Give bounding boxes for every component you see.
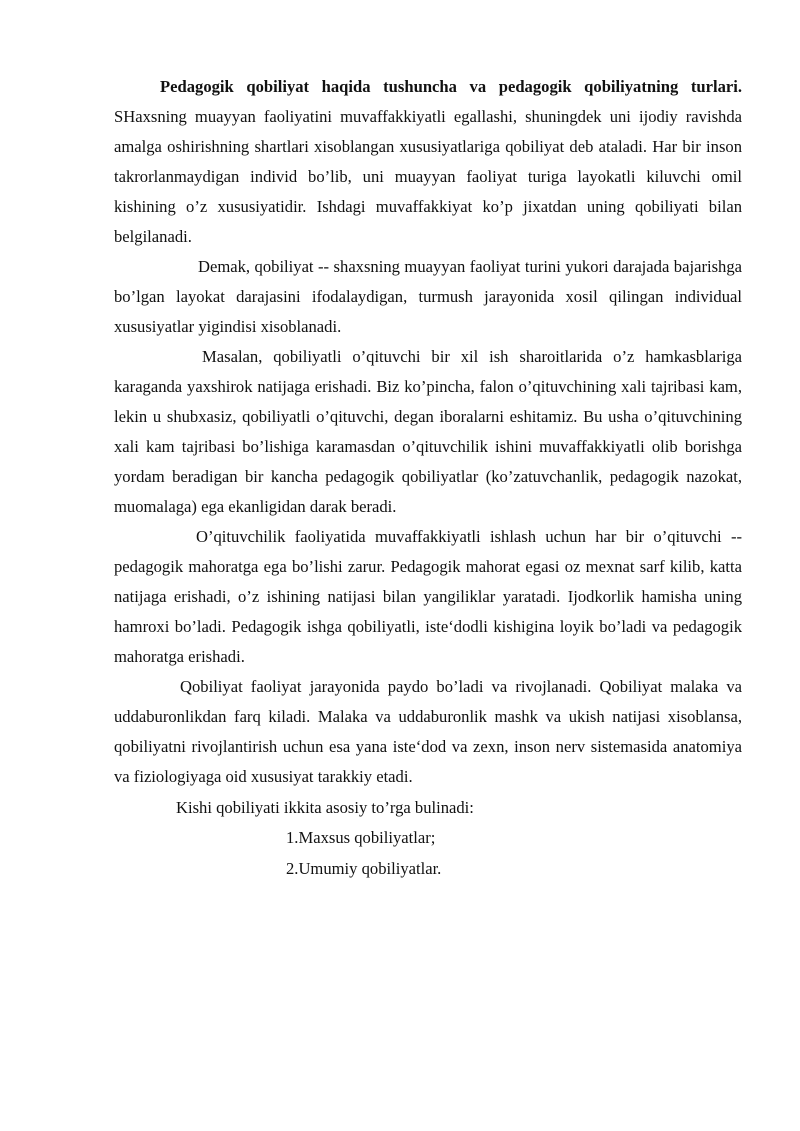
list-number: 2. [286, 859, 299, 878]
paragraph-mastery: O’qituvchilik faoliyatida muvaffakkiyatli ishlash uchun har bir o’qituvchi -- pedagogik mahoratga ega bo’lishi zarur. Pedagogik mahorat egasi oz mexnat sarf kilib, katta natijaga erishadi, o’z ishining natijasi bilan yangiliklar yaratadi. Ijodkorlik hamisha uning hamroxi bo’ladi. Pedagogik ishga qobiliyatli, iste‘dodli kishigina loyik bo’ladi va pedagogik mahoratga erishadi. [114, 527, 742, 666]
paragraph-example: Masalan, qobiliyatli o’qituvchi bir xil ish sharoitlarida o’z hamkasblariga karaganda yaxshirok natijaga erishadi. Biz ko’pincha, falon o’qituvchining xali tajribasi kam, lekin u shubxasiz, qobiliyatli o’qituvchi, degan iboralarni eshitamiz. Bu usha o’qituvchining xali kam tajribasi bo’lishiga karamasdan o’qituvchilik ishini muvaffakkiyatli olib borishga yordam beradigan bir kancha pedagogik qobiliyatlar (ko’zatuvchanlik, pedagogik nazokat, muomalaga) ega ekanligidan darak beradi. [114, 347, 742, 516]
intro-text: SHaxsning muayyan faoliyatini muvaffakkiyatli egallashi, shuningdek uni ijodiy ravishda amalga oshirishning shartlari xisoblangan xususiyatlariga qobiliyat deb ataladi. Har bir inson takrorlanmaydigan individ bo’lib, uni muayyan faoliyat turiga layokatli kiluvchi omil kishining o’z xususiyatidir. Ishdagi muvaffakkiyat ko’p jixatdan uning qobiliyati bilan belgilanadi. [114, 107, 742, 246]
list-number: 1. [286, 828, 299, 847]
list-item [114, 854, 742, 885]
section-heading: Pedagogik qobiliyat haqida tushuncha va pedagogik qobiliyatning turlari. [160, 77, 742, 96]
list-text: Maxsus qobiliyatlar; [298, 828, 436, 847]
paragraph-types-intro: Kishi qobiliyati ikkita asosiy to’rga bulinadi: [176, 798, 474, 817]
list-text: Umumiy qobiliyatlar. [298, 859, 442, 878]
paragraph-intro [114, 72, 742, 252]
paragraph-development: Qobiliyat faoliyat jarayonida paydo bo’ladi va rivojlanadi. Qobiliyat malaka va uddaburonlikdan farq kiladi. Malaka va uddaburonlik mashk va ukish natijasi xisoblansa, qobiliyatni rivojlantirish uchun esa yana iste‘dod va zexn, inson nerv sistemasida anatomiya va fiziologiyaga oid xususiyat tarakkiy etadi. [114, 677, 742, 786]
document-page [114, 72, 742, 885]
list-item [114, 823, 742, 854]
types-list [114, 823, 742, 885]
paragraph-definition: Demak, qobiliyat -- shaxsning muayyan faoliyat turini yukori darajada bajarishga bo’lgan layokat darajasini ifodalaydigan, turmush jarayonida xosil qilingan individual xususiyatlar yigindisi xisoblanadi. [114, 257, 742, 336]
